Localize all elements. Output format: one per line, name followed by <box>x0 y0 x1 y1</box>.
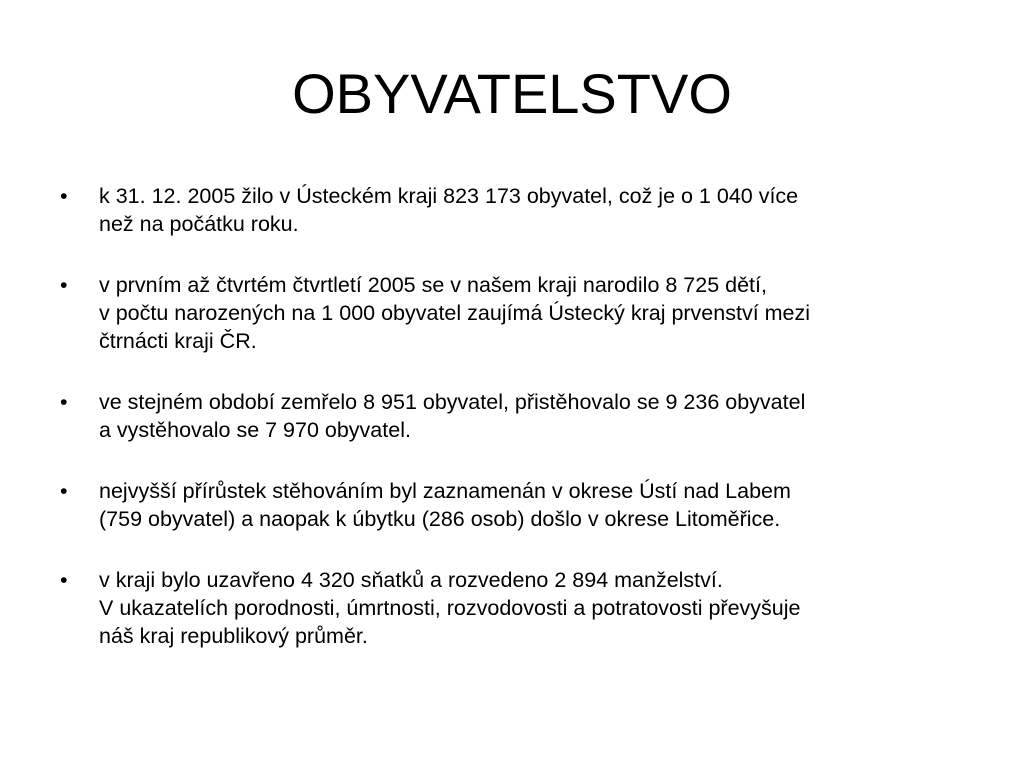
bullet-point-icon: • <box>60 390 68 414</box>
bullet-item <box>60 271 960 355</box>
bullet-list <box>60 182 960 683</box>
bullet-text-line: nejvyšší přírůstek stěhováním byl zaznamenán v okrese Ústí nad Labem <box>99 479 791 503</box>
bullet-text-line: a vystěhovalo se 7 970 obyvatel. <box>99 418 411 442</box>
bullet-text-line: než na počátku roku. <box>99 212 299 236</box>
slide-title: OBYVATELSTVO <box>292 62 732 125</box>
bullet-point-icon: • <box>60 568 68 592</box>
bullet-text-line: čtrnácti kraji ČR. <box>99 329 257 353</box>
bullet-point-icon: • <box>60 479 68 503</box>
bullet-text-line: k 31. 12. 2005 žilo v Ústeckém kraji 823 173 obyvatel, což je o 1 040 více <box>99 184 799 208</box>
bullet-text-line: v prvním až čtvrtém čtvrtletí 2005 se v našem kraji narodilo 8 725 dětí, <box>99 273 767 297</box>
bullet-item <box>60 388 960 444</box>
bullet-text-line: v počtu narozených na 1 000 obyvatel zaujímá Ústecký kraj prvenství mezi <box>99 301 811 325</box>
bullet-item <box>60 566 960 650</box>
bullet-text-line: v kraji bylo uzavřeno 4 320 sňatků a rozvedeno 2 894 manželství. <box>99 568 723 592</box>
bullet-text-line: náš kraj republikový průměr. <box>99 624 368 648</box>
bullet-point-icon: • <box>60 273 68 297</box>
bullet-text-line: ve stejném období zemřelo 8 951 obyvatel, přistěhovalo se 9 236 obyvatel <box>99 390 806 414</box>
bullet-text-line: (759 obyvatel) a naopak k úbytku (286 osob) došlo v okrese Litoměřice. <box>99 507 781 531</box>
bullet-item <box>60 182 960 238</box>
bullet-item <box>60 477 960 533</box>
bullet-text-line: V ukazatelích porodnosti, úmrtnosti, rozvodovosti a potratovosti převyšuje <box>99 596 801 620</box>
bullet-point-icon: • <box>60 184 68 208</box>
